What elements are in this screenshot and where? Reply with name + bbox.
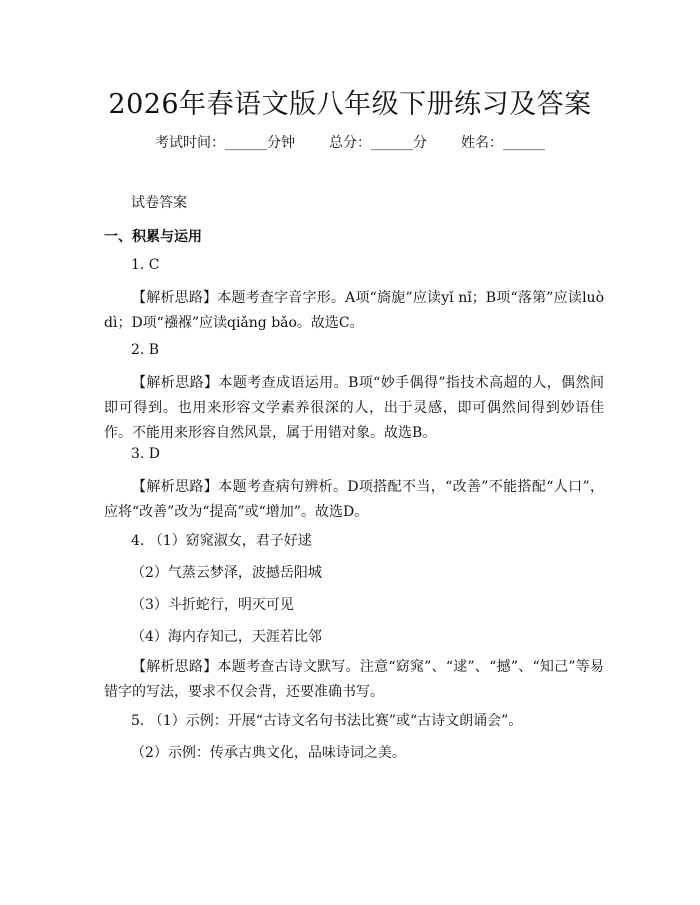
- answer-q3: 3. D: [131, 446, 161, 462]
- section-heading: 一、积累与运用: [104, 229, 202, 245]
- time-label: 考试时间：: [155, 135, 225, 151]
- answer-q4-1: 4. （1）窈窕淑女，君子好逑: [131, 533, 312, 549]
- analysis-q1: 【解析思路】本题考查字音字形。A项“旖旎”应读yǐ nǐ；B项“落第”应读luò dì；D项“襁褓”应读qiǎng bǎo。故选C。: [104, 290, 604, 331]
- score-label: 总分：: [329, 135, 371, 151]
- answer-q5-2: （2）示例：传承古典文化，品味诗词之美。: [131, 745, 406, 761]
- answer-q1: 1. C: [131, 257, 160, 273]
- answer-q2: 2. B: [131, 342, 160, 358]
- score-unit: 分: [413, 135, 427, 151]
- time-unit: 分钟: [267, 135, 295, 151]
- time-blank: ______: [225, 135, 267, 151]
- name-label: 姓名：: [461, 135, 503, 151]
- analysis-q3: 【解析思路】本题考查病句辨析。D项搭配不当，“改善”不能搭配“人口”，应将“改善”改为“提高”或“增加”。故选D。: [104, 479, 604, 520]
- name-blank: ______: [503, 135, 545, 151]
- answer-q4-2: （2）气蒸云梦泽，波撼岳阳城: [131, 565, 322, 581]
- score-blank: ______: [371, 135, 413, 151]
- page-title: 2026年春语文版八年级下册练习及答案: [108, 89, 592, 120]
- analysis-q4: 【解析思路】本题考查古诗文默写。注意“窈窕”、“逑”、“撼”、“知己”等易错字的写法，要求不仅会背，还要准确书写。: [104, 659, 604, 700]
- answer-q4-4: （4）海内存知己，天涯若比邻: [131, 629, 322, 645]
- answer-q4-3: （3）斗折蛇行，明灭可见: [131, 597, 294, 613]
- answer-q5-1: 5. （1）示例：开展“古诗文名句书法比赛”或“古诗文朗诵会”。: [131, 713, 523, 729]
- exam-info-line: [0, 132, 700, 152]
- section-label: 试卷答案: [131, 195, 187, 211]
- analysis-q2: 【解析思路】本题考查成语运用。B项“妙手偶得”指技术高超的人，偶然间即可得到。也用来形容文学素养很深的人，出于灵感，即可偶然间得到妙语佳作。不能用来形容自然风景，属于用错对象。故选B。: [104, 375, 604, 441]
